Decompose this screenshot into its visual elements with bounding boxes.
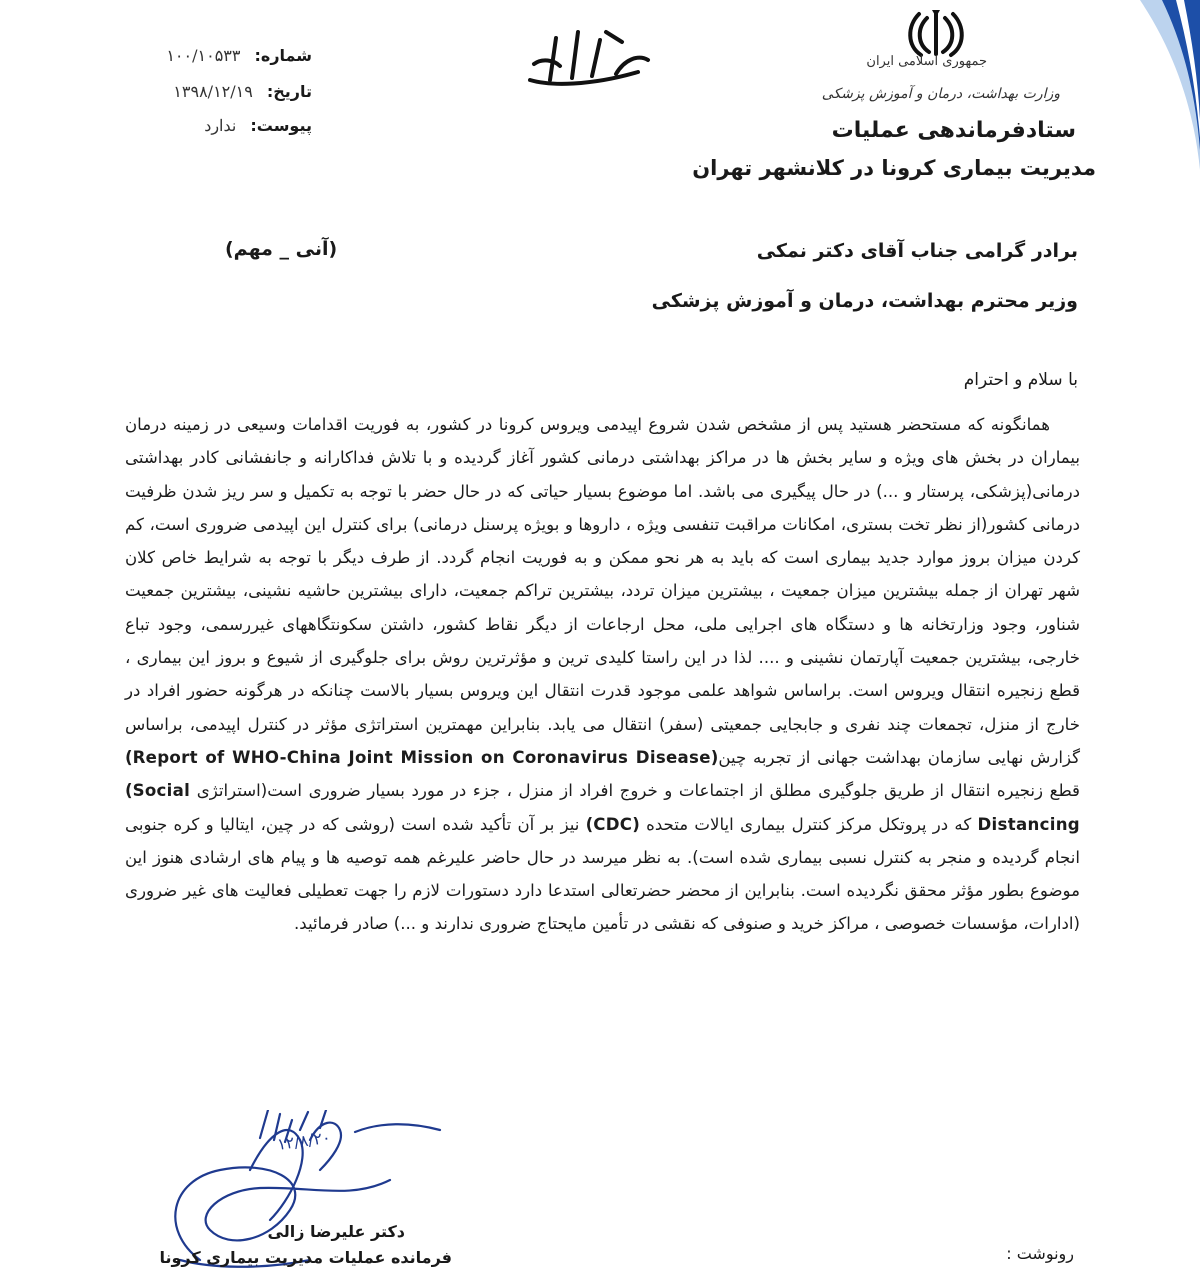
letter-date	[173, 82, 312, 101]
letter-attachment	[204, 116, 312, 135]
government-name: جمهوری اسلامی ایران	[866, 54, 987, 69]
attachment-value: ندارد	[204, 116, 237, 135]
ministry-name: وزارت بهداشت، درمان و آموزش پزشکی	[821, 86, 1060, 102]
besmellah-calligraphy	[520, 20, 660, 100]
body-part-3: که در پروتکل مرکز کنترل بیماری ایالات متحده	[639, 814, 978, 834]
date-label: تاریخ:	[266, 82, 312, 101]
number-value: ۱۰۰/۱۰۵۳۳	[166, 46, 241, 65]
headquarters-title: ستادفرماندهی عملیات	[831, 118, 1076, 143]
number-label: شماره:	[254, 46, 312, 65]
body-part-4: نیز بر آن تأکید شده است (روشی که در چین، ایتالیا و کره جنوبی انجام گردیده و منجر به کنترل نسبی بیماری شده است). به نظر میرسد در حال حاضر علیرغم همه توصیه ها و پیام های ارشادی هنوز این موضوع بطور مؤثر محقق نگردیده است. بنابراین از محضر حضرتعالی استدعا دارد دستورات لازم را جهت تعطیلی فعالیت های غیر ضروری (ادارات، مؤسسات خصوصی ، مراکز خرید و صنوفی که نقشی در تأمین مایحتاج ضروری ندارند و ...) صادر فرمائید.	[125, 814, 1080, 934]
who-report-reference: (Report of WHO-China Joint Mission on Coronavirus Disease)	[125, 747, 719, 767]
letter-number	[166, 46, 312, 65]
body-part-2: قطع زنجیره انتقال از طریق جلوگیری مطلق از اجتماعات و خروج افراد از منزل ، جزء در مورد بسیار ضروری است(استراتژی	[190, 781, 1080, 801]
addressee-name: برادر گرامی جناب آقای دکتر نمکی	[756, 240, 1078, 262]
greeting: با سلام و احترام	[963, 370, 1078, 390]
signatory-title: فرمانده عملیات مدیریت بیماری کرونا	[159, 1248, 452, 1267]
attachment-label: پیوست:	[250, 116, 312, 135]
urgency-label: (آنی _ مهم)	[225, 238, 338, 260]
headquarters-subtitle: مدیریت بیماری کرونا در کلانشهر تهران	[692, 156, 1096, 180]
iran-emblem-icon	[905, 8, 967, 58]
signature-margin-note: ۱۲/۸/۲۰	[275, 1127, 332, 1154]
addressee-title: وزیر محترم بهداشت، درمان و آموزش پزشکی	[651, 290, 1078, 312]
letterhead-decoration	[1080, 0, 1200, 170]
body-part-1: همانگونه که مستحضر هستید پس از مشخص شدن شروع اپیدمی ویروس کرونا در کشور، به فوریت اقدامات وسیعی در زمینه درمان بیماران در بخش های ویژه و سایر بخش ها در مراکز بهداشتی درمانی کشور آغاز گردیده و با تلاش فداکارانه و جانفشانی کادر بهداشتی درمانی(پزشکی، پرستار و ...) در حال پیگیری می باشد. اما موضوع بسیار حیاتی که در حال حضر با توجه به تکمیل و سر ریز شدن ظرفیت درمانی کشور(از نظر تخت بستری، امکانات مراقبت تنفسی ویژه ، داروها و بویژه پرسنل درمانی) برای کنترل این اپیدمی ضروری است، کم کردن میزان بروز موارد جدید بیماری است که باید به هر نحو ممکن و به فوریت انجام گردد. از طرف دیگر با توجه به شرایط خاص کلان شهر تهران از جمله بیشترین میزان جمعیت ، بیشترین میزان تردد، بیشترین تراکم جمعیت، دارای بیشترین حاشیه نشینی، بیشترین جمعیت شناور، وجود وزارتخانه ها و دستگاه های اجرایی ملی، محل ارجاعات از دیگر نقاط کشور، داشتن سکونتگاههای غیررسمی، وجود تباع خارجی، بیشترین جمعیت آپارتمان نشینی و .... لذا در این راستا کلیدی ترین و مؤثرترین روش برای جلوگیری از شیوع و بروز این بیماری ، قطع زنجیره انتقال ویروس است. براساس شواهد علمی موجود قدرت انتقال این ویروس بسیار بالاست چنانکه در هرگونه حضور افراد در خارج از منزل، تجمعات چند نفری و جابجایی جمعیتی (سفر) انتقال می یابد. بنابراین مهمترین استراتژی مؤثر در کنترل اپیدمی، براساس گزارش نهایی سازمان بهداشت جهانی از تجربه چین	[125, 415, 1081, 767]
copy-to-label: رونوشت :	[1006, 1244, 1074, 1263]
cdc-reference: (CDC)	[585, 814, 640, 834]
social-distancing-term: (Social Distancing	[125, 781, 1080, 834]
signatory-name: دکتر علیرضا زالی	[267, 1222, 405, 1241]
date-value: ۱۳۹۸/۱۲/۱۹	[173, 82, 253, 101]
letter-body	[125, 408, 1080, 941]
